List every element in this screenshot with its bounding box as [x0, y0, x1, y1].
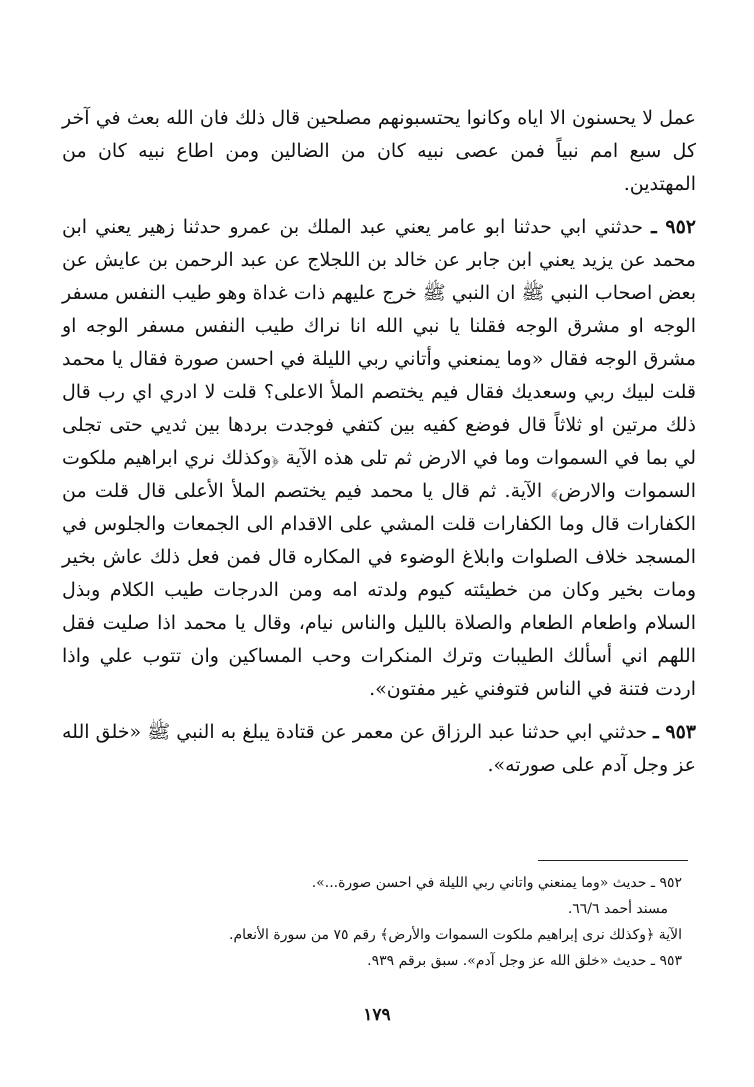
footnote-4: ٩٥٣ ـ حديث «خلق الله عز وجل آدم». سبق برقم ٩٣٩. — [367, 953, 682, 969]
paragraph-continuation: عمل لا يحسنون الا اياه وكانوا يحتسبونهم مصلحين قال ذلك فان الله بعث في آخر كل سبع امم نبياً فمن عصى نبيه كان من الضالين ومن اطاع نبيه كان من المهتدين. — [62, 107, 696, 195]
hadith-952 — [62, 211, 696, 706]
main-text — [62, 102, 696, 782]
footnotes — [62, 870, 682, 974]
page-number: ١٧٩ — [363, 1005, 391, 1025]
hadith-953 — [62, 716, 696, 782]
hadith-text: حدثني ابي حدثنا ابو عامر يعني عبد الملك بن عمرو حدثنا زهير يعني ابن محمد عن يزيد يعني ابن جابر عن خالد بن اللجلاج عن عبد الرحمن بن عايش عن بعض اصحاب النبي ﷺ ان النبي ﷺ خرج عليهم ذات غداة وهو طيب النفس مسفر الوجه او مشرق الوجه فقلنا يا نبي الله انا نراك طيب النفس مسفر الوجه او مشرق الوجه فقال «وما يمنعني وأتاني ربي الليلة في احسن صورة فقال يا محمد قلت لبيك ربي وسعديك فقال فيم يختصم الملأ الاعلى؟ قلت لا ادري اي رب قال ذلك مرتين او ثلاثاً قال فوضع كفيه بين كتفي فوجدت بردها بين ثديي حتى تجلى لي بما في السموات وما في الارض ثم تلى هذه الآية ﴿وكذلك نري ابراهيم ملكوت السموات والارض﴾ الآية. ثم قال يا محمد فيم يختصم الملأ الأعلى قال قلت من الكفارات قال وما الكفارات قلت المشي على الاقدام الى الجمعات والجلوس في المسجد خلاف الصلوات وابلاغ الوضوء في المكاره قال فمن فعل ذلك عاش بخير ومات بخير وكان من خطيئته كيوم ولدته امه ومن الدرجات طيب الكلام وبذل السلام واطعام الطعام والصلاة بالليل والناس نيام، وقال يا محمد اذا صليت فقل اللهم اني أسألك الطيبات وترك المنكرات وحب المساكين وان تتوب علي واذا اردت فتنة في الناس فتوفني غير مفتون». — [62, 216, 696, 700]
hadith-number: ٩٥٢ ـ — [651, 216, 696, 238]
footnote-1: ٩٥٢ ـ حديث «وما يمنعني واتاني ربي الليلة في احسن صورة...». — [311, 875, 682, 891]
hadith-number: ٩٥٣ ـ — [653, 721, 696, 743]
footnote-divider — [538, 860, 688, 861]
footnote-2: مسند أحمد ٦٦/٦. — [567, 901, 668, 917]
footnote-3: الآية ﴿وكذلك نرى إبراهيم ملكوت السموات والأرض﴾ رقم ٧٥ من سورة الأنعام. — [229, 927, 682, 943]
hadith-text: حدثني ابي حدثنا عبد الرزاق عن معمر عن قتادة يبلغ به النبي ﷺ «خلق الله عز وجل آدم على صورته». — [62, 721, 696, 776]
